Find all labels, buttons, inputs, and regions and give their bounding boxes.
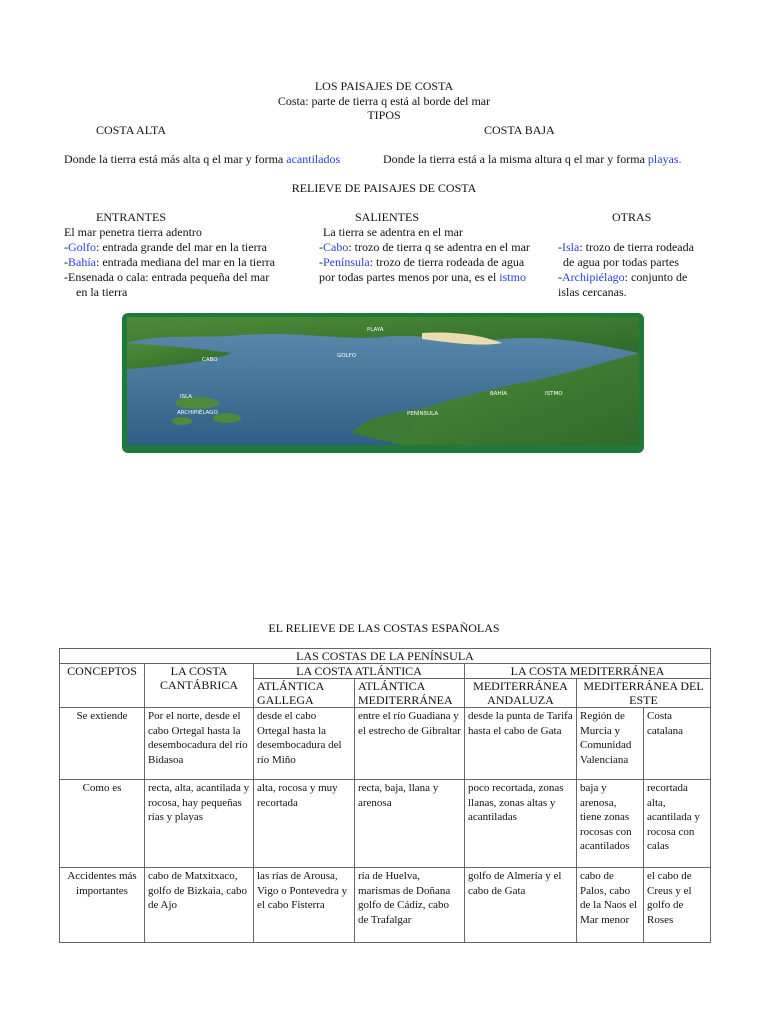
- table-cell: recta, baja, llana y arenosa: [355, 780, 465, 868]
- costa-baja-heading: COSTA BAJA: [484, 123, 555, 137]
- peninsula-cont-text: por todas partes menos por una, es el: [319, 270, 500, 284]
- peninsula-continuation: [319, 270, 526, 285]
- table-cell: poco recortada, zonas llanas, zonas altas y acantiladas: [465, 780, 577, 868]
- golfo-definition: [64, 240, 267, 255]
- golfo-dash: -: [64, 240, 68, 254]
- table-cell: recortada alta, acantilada y rocosa con calas: [644, 780, 711, 868]
- atlantica-header: LA COSTA ATLÁNTICA: [254, 664, 465, 679]
- photo-label-istmo: ISTMO: [545, 391, 563, 397]
- photo-label-isla: ISLA: [180, 394, 193, 400]
- coast-landscape-image: [122, 313, 644, 453]
- relieve-heading: RELIEVE DE PAISAJES DE COSTA: [291, 181, 477, 195]
- salientes-heading: SALIENTES: [355, 210, 419, 224]
- page-title: LOS PAISAJES DE COSTA: [314, 79, 454, 93]
- playas-term: playas.: [647, 152, 682, 166]
- costa-baja-desc: Donde la tierra está a la misma altura q el mar y forma: [383, 152, 648, 166]
- acantilados-term: acantilados: [286, 152, 341, 166]
- costa-alta-text: [64, 152, 340, 167]
- isla-desc: : trozo de tierra rodeada: [579, 240, 694, 254]
- photo-label-peninsula: PENÍNSULA: [407, 411, 439, 417]
- cabo-desc: : trozo de tierra q se adentra en el mar: [348, 240, 530, 254]
- atlantica-gallega-header: ATLÁNTICA GALLEGA: [254, 679, 355, 708]
- table-cell: alta, rocosa y muy recortada: [254, 780, 355, 868]
- table-cell: ría de Huelva, marismas de Doñana golfo de Cádiz, cabo de Trafalgar: [355, 868, 465, 943]
- entrantes-heading: ENTRANTES: [96, 210, 166, 224]
- table-cell: entre el río Guadiana y el estrecho de Gibraltar: [355, 708, 465, 780]
- photo-label-playa: PLAYA: [367, 327, 384, 333]
- bahia-definition: [64, 255, 275, 270]
- bahia-term: Bahía: [68, 255, 96, 269]
- table-row: [60, 780, 711, 868]
- archipielago-continuation: islas cercanas.: [558, 285, 627, 299]
- conceptos-header: CONCEPTOS: [60, 664, 145, 708]
- table-cell: golfo de Almería y el cabo de Gata: [465, 868, 577, 943]
- table-cell: las rías de Arousa, Vigo o Pontevedra y el cabo Fisterra: [254, 868, 355, 943]
- entrantes-intro: El mar penetra tierra adentro: [64, 225, 202, 239]
- table-title: EL RELIEVE DE LAS COSTAS ESPAÑOLAS: [268, 621, 500, 635]
- photo-label-golfo: GOLFO: [337, 353, 357, 359]
- table-row: [60, 708, 711, 780]
- archipielago-term: Archipiélago: [562, 270, 625, 284]
- mediterranea-header: LA COSTA MEDITERRÁNEA: [465, 664, 711, 679]
- mediterranea-andaluza-header: MEDITERRÁNEA ANDALUZA: [465, 679, 577, 708]
- table-cell: cabo de Palos, cabo de la Naos el Mar menor: [577, 868, 644, 943]
- cabo-definition: [319, 240, 530, 255]
- costa-alta-desc: Donde la tierra está más alta q el mar y forma: [64, 152, 287, 166]
- table-cell: cabo de Matxitxaco, golfo de Bizkaia, cabo de Ajo: [145, 868, 254, 943]
- table-cell: desde el cabo Ortegal hasta la desembocadura del río Miño: [254, 708, 355, 780]
- otras-heading: OTRAS: [612, 210, 652, 224]
- golfo-desc: : entrada grande del mar en la tierra: [96, 240, 267, 254]
- table-cell: Por el norte, desde el cabo Ortegal hasta la desembocadura del río Bidasoa: [145, 708, 254, 780]
- table-cell: recta, alta, acantilada y rocosa, hay pequeñas rías y playas: [145, 780, 254, 868]
- tipos-heading: TIPOS: [367, 108, 401, 122]
- photo-label-bahia: BAHÍA: [490, 391, 508, 397]
- peninsula-desc: : trozo de tierra rodeada de agua: [369, 255, 525, 269]
- ensenada-continuation: en la tierra: [76, 285, 128, 299]
- cantabrica-header: LA COSTA CANTÁBRICA: [145, 664, 254, 708]
- table-cell: Costa catalana: [644, 708, 711, 780]
- atlantica-mediterranea-header: ATLÁNTICA MEDITERRÁNEA: [355, 679, 465, 708]
- cabo-dash: -: [319, 240, 323, 254]
- photo-label-cabo: CABO: [202, 357, 218, 363]
- table-cell: baja y arenosa, tiene zonas rocosas con acantilados: [577, 780, 644, 868]
- archipielago-desc: : conjunto de: [624, 270, 688, 284]
- table-banner: LAS COSTAS DE LA PENÍNSULA: [60, 649, 711, 664]
- peninsula-dash: -: [319, 255, 323, 269]
- bahia-dash: -: [64, 255, 68, 269]
- isla-definition: -Isla: trozo de tierra rodeada: [558, 240, 694, 254]
- row-label: Accidentes más importantes: [60, 868, 145, 943]
- costa-alta-heading: COSTA ALTA: [96, 123, 166, 137]
- table-cell: el cabo de Creus y el golfo de Roses: [644, 868, 711, 943]
- peninsula-definition: [319, 255, 524, 270]
- costa-baja-text: [383, 152, 682, 167]
- ensenada-definition: -Ensenada o cala: entrada pequeña del mar: [64, 270, 270, 284]
- salientes-intro: La tierra se adentra en el mar: [323, 225, 463, 239]
- isla-continuation: de agua por todas partes: [563, 255, 679, 269]
- table-cell: Región de Murcia y Comunidad Valenciana: [577, 708, 644, 780]
- golfo-term: Golfo: [68, 240, 96, 254]
- photo-label-archipielago: ARCHIPIÉLAGO: [177, 410, 218, 416]
- row-label: Como es: [60, 780, 145, 868]
- costa-definition: Costa: parte de tierra q está al borde del mar: [277, 94, 491, 108]
- mediterranea-este-header: MEDITERRÁNEA DEL ESTE: [577, 679, 711, 708]
- cabo-term: Cabo: [323, 240, 349, 254]
- table-row: [60, 868, 711, 943]
- table-cell: desde la punta de Tarifa hasta el cabo de Gata: [465, 708, 577, 780]
- archipielago-definition: -Archipiélago: conjunto de: [558, 270, 688, 284]
- bahia-desc: : entrada mediana del mar en la tierra: [96, 255, 275, 269]
- row-label: Se extiende: [60, 708, 145, 780]
- costas-table: [59, 648, 711, 943]
- peninsula-term: Península: [323, 255, 370, 269]
- istmo-term: istmo: [499, 270, 526, 284]
- isla-term: Isla: [562, 240, 580, 254]
